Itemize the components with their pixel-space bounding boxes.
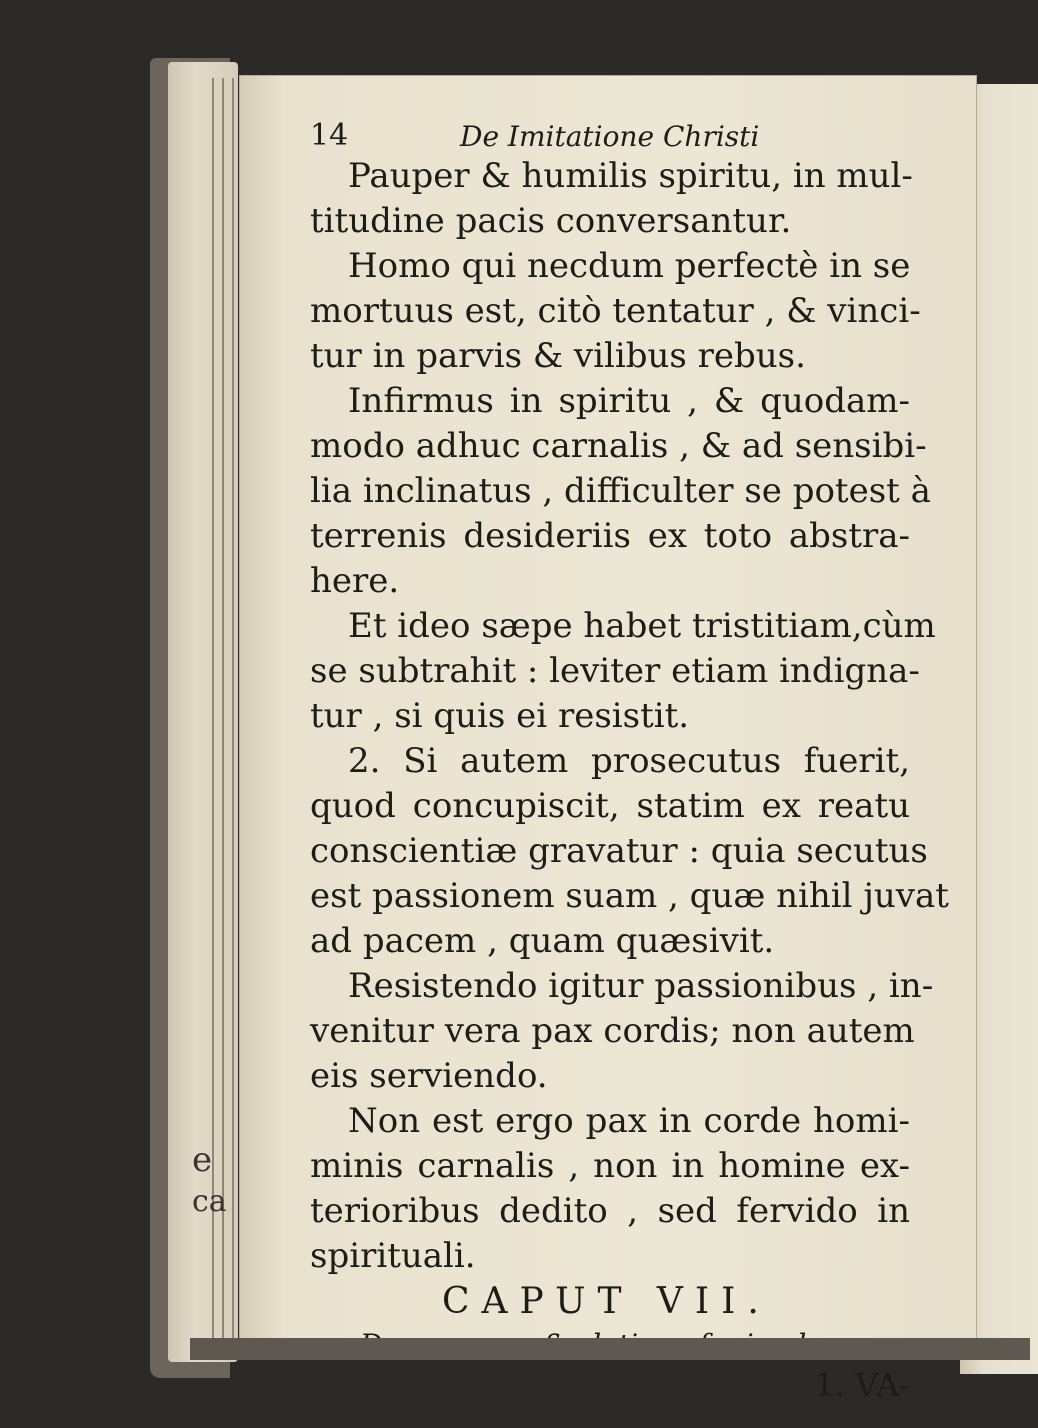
- text-line: tur in parvis & vilibus rebus.: [310, 336, 806, 376]
- text-line: eis serviendo.: [310, 1056, 548, 1096]
- text-line: Homo qui necdum perfectè in se: [348, 246, 911, 286]
- running-title: De Imitatione Christi: [460, 120, 760, 153]
- book-page: [240, 76, 976, 1404]
- text-line: se subtrahit : leviter etiam indigna-: [310, 651, 920, 691]
- left-page-fragment: ca: [192, 1184, 227, 1219]
- text-line: minis carnalis , non in homine ex-: [310, 1146, 910, 1186]
- text-line: Pauper & humilis spiritu, in mul-: [348, 156, 913, 196]
- text-line: modo adhuc carnalis , & ad sensibi-: [310, 426, 927, 466]
- text-line: lia inclinatus , difficulter se potest à: [310, 471, 931, 511]
- page-number: 14: [310, 118, 349, 153]
- text-line: Infirmus in spiritu , & quodam-: [348, 381, 910, 421]
- page-header: [310, 114, 930, 154]
- text-line: Non est ergo pax in corde homi-: [348, 1101, 910, 1141]
- page-edge-line: [232, 78, 234, 1348]
- chapter-heading: CAPUT VII.: [442, 1281, 771, 1322]
- catchword: 1. VA-: [814, 1366, 910, 1404]
- text-line: terioribus dedito , sed fervido in: [310, 1191, 910, 1231]
- page-text-block: [310, 114, 949, 1405]
- text-line: 2. Si autem prosecutus fuerit,: [348, 741, 910, 781]
- text-line: here.: [310, 561, 400, 601]
- page-edge-line: [222, 78, 224, 1348]
- text-line: ad pacem , quam quæsivit.: [310, 921, 775, 961]
- text-line: conscientiæ gravatur : quia secutus: [310, 831, 928, 871]
- text-line: quod concupiscit, statim ex reatu: [310, 786, 910, 826]
- text-line: titudine pacis conversantur.: [310, 201, 792, 241]
- page-edge-line: [212, 78, 214, 1348]
- text-line: est passionem suam , quæ nihil juvat: [310, 876, 949, 916]
- text-line: venitur vera pax cordis; non autem: [310, 1011, 915, 1051]
- text-line: Resistendo igitur passionibus , in-: [348, 966, 934, 1006]
- left-page-fragment: e: [192, 1140, 213, 1180]
- text-line: Et ideo sæpe habet tristitiam,cùm: [348, 606, 936, 646]
- text-line: terrenis desideriis ex toto abstra-: [310, 516, 910, 556]
- book-bottom-edge: [190, 1338, 1030, 1360]
- text-line: spirituali.: [310, 1236, 476, 1276]
- text-line: mortuus est, citò tentatur , & vinci-: [310, 291, 921, 331]
- text-line: tur , si quis ei resistit.: [310, 696, 690, 736]
